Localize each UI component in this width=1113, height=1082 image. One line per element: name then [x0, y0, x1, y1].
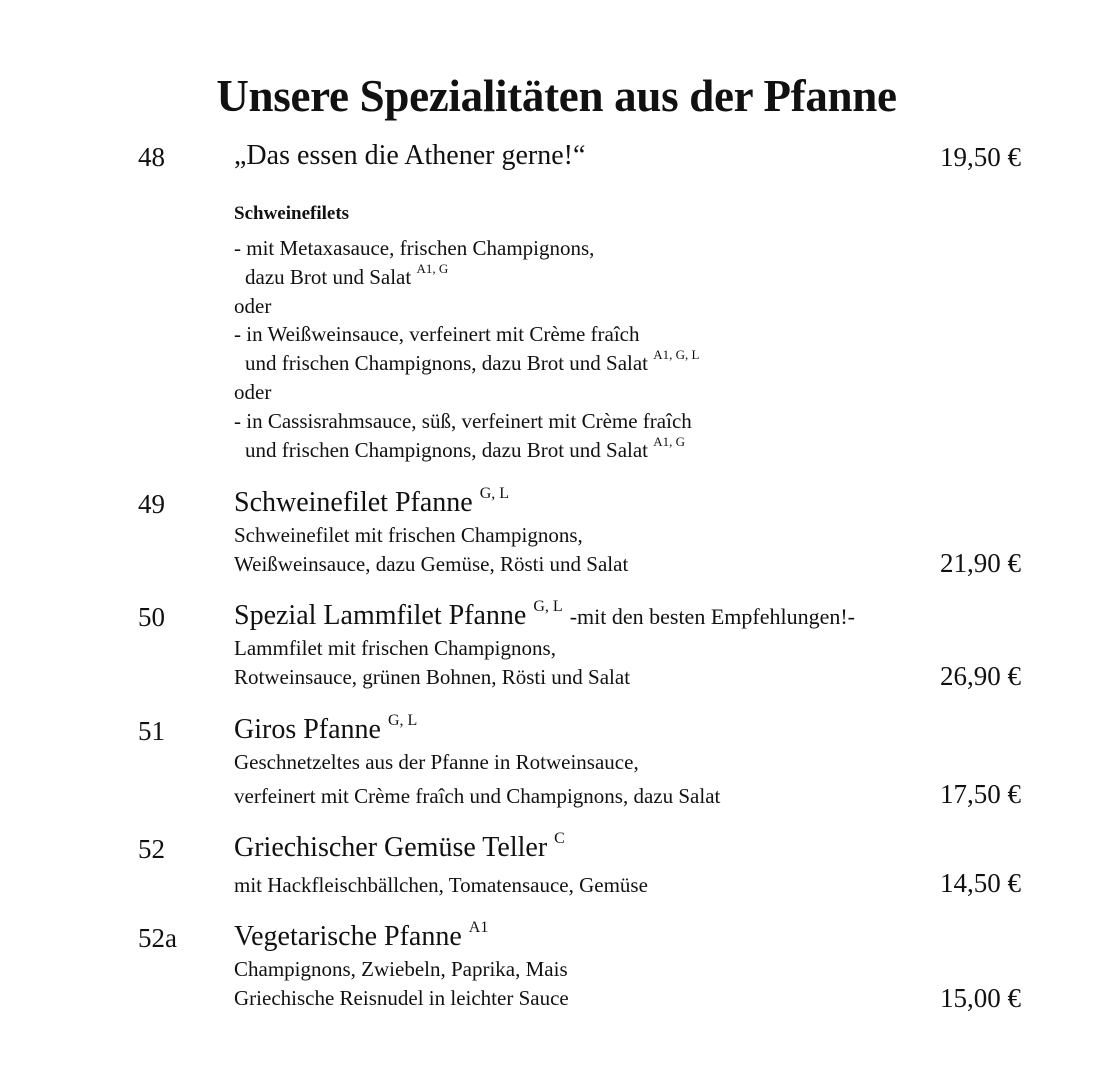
item-note: -mit den besten Empfehlungen!- [569, 604, 855, 629]
description-line: - in Weißweinsauce, verfeinert mit Crème fraîch [234, 322, 640, 346]
description-line: dazu Brot und Salat $^{A1, G}$ [245, 261, 449, 289]
description-line: Schweinefilet mit frischen Champignons, [234, 523, 583, 547]
item-number: 51 [138, 716, 165, 746]
item-price: 17,50 € [940, 779, 1021, 809]
item-price: 21,90 € [940, 548, 1021, 578]
description-line: Champignons, Zwiebeln, Paprika, Mais [234, 957, 568, 981]
allergen-codes: A1, G [416, 261, 449, 276]
description-line: und frischen Champignons, dazu Brot und Salat $^{A1, G}$ [245, 434, 686, 462]
description-line: - mit Metaxasauce, frischen Champignons, [234, 236, 595, 260]
allergen-codes: C [554, 830, 565, 847]
item-number: 52a [138, 923, 177, 953]
item-price: 19,50 € [940, 142, 1021, 172]
description-line: mit Hackfleischbällchen, Tomatensauce, Gemüse [234, 873, 648, 897]
allergen-codes: G, L [387, 712, 418, 729]
item-price: 26,90 € [940, 661, 1021, 691]
description-line: Weißweinsauce, dazu Gemüse, Rösti und Salat [234, 552, 629, 576]
item-name: Schweinefilet Pfanne $^{G, L}$ [234, 485, 510, 518]
description-line: oder [234, 380, 272, 404]
item-name: Vegetarische Pfanne $^{A1}$ [234, 919, 489, 952]
description-line: und frischen Champignons, dazu Brot und Salat $^{A1, G, L}$ [245, 347, 700, 375]
menu-title: Unsere Spezialitäten aus der Pfanne [216, 71, 897, 121]
allergen-codes: G, L [479, 485, 510, 502]
description-line: verfeinert mit Crème fraîch und Champignons, dazu Salat [234, 784, 721, 808]
description-line: oder [234, 294, 272, 318]
item-name: Giros Pfanne $^{G, L}$ [234, 712, 418, 745]
item-price: 15,00 € [940, 983, 1021, 1013]
description-line: Griechische Reisnudel in leichter Sauce [234, 986, 569, 1010]
allergen-codes: A1 [468, 919, 489, 936]
item-number: 50 [138, 602, 165, 632]
item-name: Griechischer Gemüse Teller $^C$ [234, 830, 565, 863]
description-line: Rotweinsauce, grünen Bohnen, Rösti und Salat [234, 665, 631, 689]
description-line: - in Cassisrahmsauce, süß, verfeinert mit Crème fraîch [234, 409, 692, 433]
description-line: Lammfilet mit frischen Champignons, [234, 636, 556, 660]
item-number: 52 [138, 834, 165, 864]
allergen-codes: A1, G, L [653, 347, 700, 362]
description-line: Geschnetzeltes aus der Pfanne in Rotweinsauce, [234, 750, 639, 774]
item-name: Spezial Lammfilet Pfanne $^{G, L}$ -mit den besten Empfehlungen!- [234, 598, 855, 631]
allergen-codes: A1, G [653, 434, 686, 449]
item-number: 49 [138, 489, 165, 519]
item-price: 14,50 € [940, 868, 1021, 898]
item-number: 48 [138, 142, 165, 172]
item-subheading: Schweinefilets [234, 203, 350, 224]
allergen-codes: G, L [533, 598, 563, 615]
item-name: „Das essen die Athener gerne!“ [234, 140, 586, 171]
